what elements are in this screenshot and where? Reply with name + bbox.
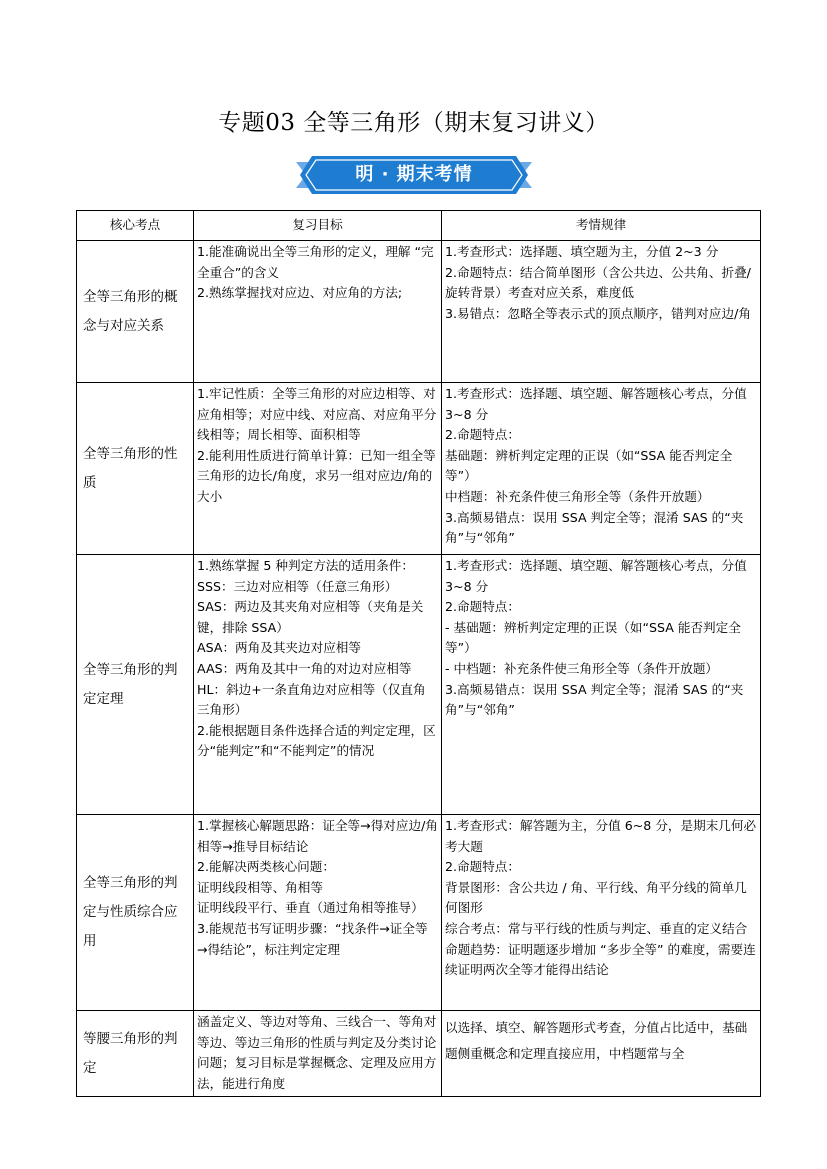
goal-line: SSS：三边对应相等（任意三角形） <box>197 578 398 594</box>
core-topic-cell: 全等三角形的判定定理 <box>77 555 194 815</box>
goal-line: 2.熟练掌握找对应边、对应角的方法; <box>197 285 403 301</box>
core-topic-cell: 全等三角形的性质 <box>77 383 194 555</box>
law-line: 1.考查形式：选择题、填空题、解答题核心考点，分值 3~8 分 <box>445 386 747 422</box>
table-row <box>77 241 761 383</box>
header-goals: 复习目标 <box>194 211 442 241</box>
review-goals-cell <box>194 555 442 815</box>
goal-line: HL：斜边+一条直角边对应相等（仅直角三角形） <box>197 681 426 718</box>
table-row <box>77 555 761 815</box>
exam-analysis-table <box>76 210 761 1097</box>
table-row <box>77 1011 761 1097</box>
table-row <box>77 383 761 555</box>
exam-pattern-cell <box>442 1011 761 1097</box>
goal-line: AAS：两角及其中一角的对边对应相等 <box>197 660 412 676</box>
goal-line: 1.掌握核心解题思路：证全等→得对应边/角相等→推导目标结论 <box>197 818 438 854</box>
review-goals-cell <box>194 1011 442 1097</box>
law-line: 1.考查形式：选择题、填空题为主，分值 2~3 分 <box>445 244 719 259</box>
header-laws: 考情规律 <box>442 211 761 241</box>
section-banner <box>296 152 532 198</box>
core-topic-cell: 等腰三角形的判定 <box>77 1011 194 1097</box>
core-topic-cell: 全等三角形的概念与对应关系 <box>77 241 194 383</box>
header-core: 核心考点 <box>77 211 194 241</box>
goal-line: 1.牢记性质：全等三角形的对应边相等、对应角相等；对应中线、对应高、对应角平分线相等；周长相等、面积相等 <box>197 386 437 443</box>
law-line: - 基础题：辨析判定定理的正误（如“SSA 能否判定全等”） <box>445 619 741 656</box>
table-row <box>77 815 761 1011</box>
table-header-row <box>77 211 761 241</box>
goal-line: 1.熟练掌握 5 种判定方法的适用条件： <box>197 558 414 573</box>
law-line: 背景图形：含公共边 / 角、平行线、角平分线的简单几何图形 <box>445 879 747 916</box>
law-line: 命题趋势：证明题逐步增加 “多步全等” 的难度，需要连续证明两次全等才能得出结论 <box>445 941 756 978</box>
law-line: 3.高频易错点：误用 SSA 判定全等；混淆 SAS 的“夹角”与“邻角” <box>445 681 744 718</box>
goal-line: 2.能根据题目条件选择合适的判定定理，区分“能判定”和“不能判定”的情况 <box>197 722 436 759</box>
law-line: 基础题：辨析判定定理的正误（如“SSA 能否判定全等”） <box>445 447 733 484</box>
document-title: 专题03 全等三角形（期末复习讲义） <box>218 110 609 136</box>
law-line: 3.易错点：忽略全等表示式的顶点顺序，错判对应边/角 <box>445 305 751 321</box>
law-line: 以选择、填空、解答题形式考查，分值占比适中，基础题侧重概念和定理直接应用，中档题常与全 <box>445 1020 748 1061</box>
law-line: 综合考点：常与平行线的性质与判定、垂直的定义结合 <box>445 920 748 936</box>
goal-line: 证明线段平行、垂直（通过角相等推导） <box>197 900 424 916</box>
law-line: 中档题：补充条件使三角形全等（条件开放题） <box>445 488 710 504</box>
review-goals-cell <box>194 241 442 383</box>
law-line: - 中档题：补充条件使三角形全等（条件开放题） <box>445 660 719 676</box>
goal-line: SAS：两边及其夹角对应相等（夹角是关键，排除 SSA） <box>197 599 424 635</box>
law-line: 1.考查形式：选择题、填空题、解答题核心考点，分值 3~8 分 <box>445 558 747 594</box>
law-line: 2.命题特点： <box>445 599 520 615</box>
banner-label: 明 · 期末考情 <box>355 164 473 185</box>
goal-line: 3.能规范书写证明步骤：“找条件→证全等→得结论”，标注判定定理 <box>197 920 428 957</box>
goal-line: 2.能利用性质进行简单计算：已知一组全等三角形的边长/角度，求另一组对应边/角的大小 <box>197 447 436 504</box>
review-goals-cell <box>194 815 442 1011</box>
law-line: 2.命题特点： <box>445 859 520 875</box>
exam-pattern-cell <box>442 383 761 555</box>
law-line: 2.命题特点： <box>445 427 520 443</box>
exam-pattern-cell <box>442 555 761 815</box>
exam-pattern-cell <box>442 241 761 383</box>
review-goals-cell <box>194 383 442 555</box>
goal-line: 证明线段相等、角相等 <box>197 879 323 895</box>
core-topic-cell: 全等三角形的判定与性质综合应用 <box>77 815 194 1011</box>
law-line: 2.命题特点：结合简单图形（含公共边、公共角、折叠/旋转背景）考查对应关系，难度低 <box>445 264 751 301</box>
exam-pattern-cell <box>442 815 761 1011</box>
goal-line: 2.能解决两类核心问题： <box>197 859 335 875</box>
goal-line: 1.能准确说出全等三角形的定义，理解 “完全重合”的含义 <box>197 244 434 280</box>
law-line: 3.高频易错点：误用 SSA 判定全等；混淆 SAS 的“夹角”与“邻角” <box>445 509 744 546</box>
goal-line: ASA：两角及其夹边对应相等 <box>197 640 361 656</box>
goal-line: 涵盖定义、等边对等角、三线合一、等角对等边、等边三角形的性质与判定及分类讨论问题；复习目标是掌握概念、定理及应用方法，能进行角度 <box>197 1014 437 1091</box>
law-line: 1.考查形式：解答题为主，分值 6~8 分，是期末几何必考大题 <box>445 818 757 854</box>
